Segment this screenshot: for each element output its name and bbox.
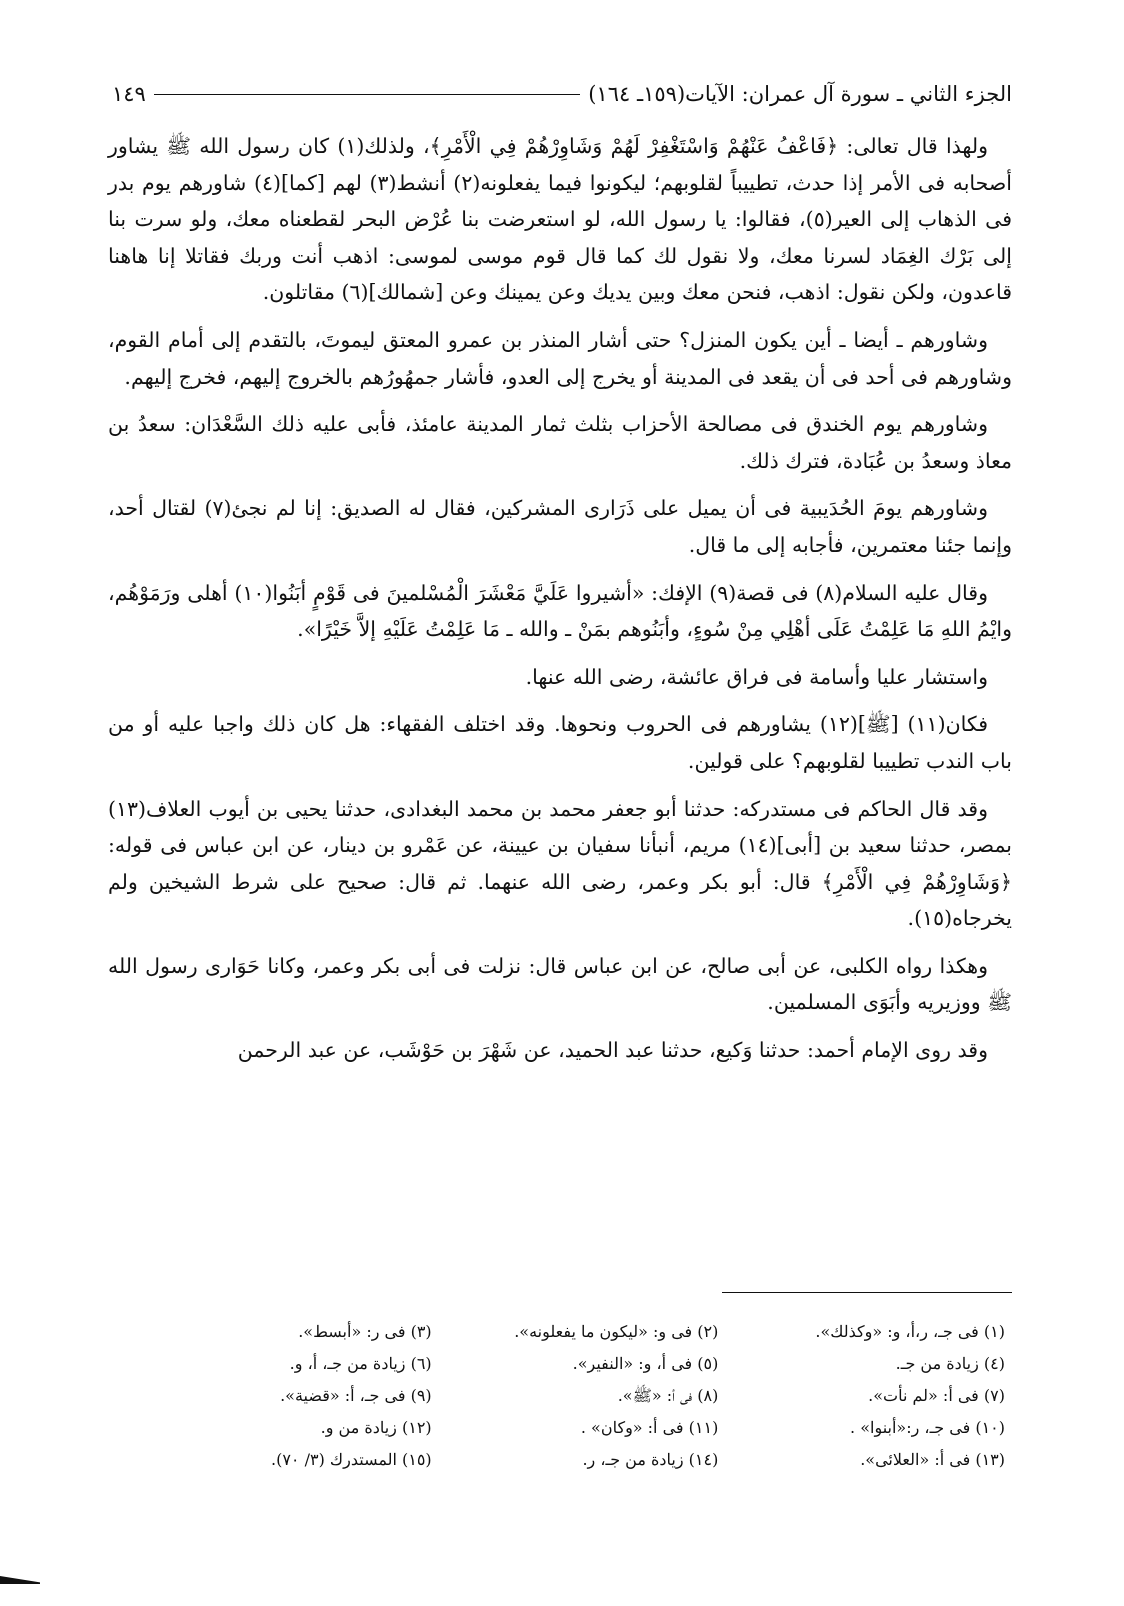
footnote-separator [722, 1292, 1012, 1293]
footnote: (١٣) فى أ: «العلائى». [860, 1450, 1005, 1469]
paragraph-1: ولهذا قال تعالى: ﴿فَاعْفُ عَنْهُمْ وَاسْتَغْفِرْ لَهُمْ وَشَاوِرْهُمْ فِي الْأَمْرِ﴾، ولذلك(١) كان رسول الله ﷺ يشاور أصحابه فى الأمر إذا حدث، تطييباً لقلوبهم؛ ليكونوا فيما يفعلونه(٢) أنشط(٣) لهم [كما](٤) شاورهم يوم بدر فى الذهاب إلى العير(٥)، فقالوا: يا رسول الله، لو استعرضت بنا عُرْض البحر لقطعناه معك، ولو سرت بنا إلى بَرْك الغِمَاد لسرنا معك، ولا نقول لك كما قال قوم موسى لموسى: اذهب أنت وربك فقاتلا إنا هاهنا قاعدون، ولكن نقول: اذهب، فنحن معك وبين يديك وعن يمينك وعن [شمالك](٦) مقاتلون. [108, 134, 1013, 305]
running-header [112, 74, 1012, 114]
footnote: (٩) فى جـ، أ: «قضية». [280, 1386, 432, 1405]
page-number: ١٤٩ [112, 82, 146, 106]
paragraph-3: وشاورهم يوم الخندق فى مصالحة الأحزاب بثلث ثمار المدينة عامئذ، فأبى عليه ذلك السَّعْدَان: سعدُ بن معاذ وسعدُ بن عُبَادة، فترك ذلك. [108, 412, 1012, 473]
footnote: (١) فى جـ، ر،أ، و: «وكذلك». [815, 1322, 1005, 1341]
scan-edge-mark [0, 1576, 40, 1584]
footnote: (٧) فى أ: «لم نأت». [868, 1386, 1005, 1405]
paragraph-8: وقد قال الحاكم فى مستدركه: حدثنا أبو جعفر محمد بن محمد البغدادى، حدثنا يحيى بن أيوب العلاف(١٣) بمصر، حدثنا سعيد بن [أبى](١٤) مريم، أنبأنا سفيان بن عيينة، عن عَمْرو بن دينار، عن ابن عباس فى قوله: ﴿وَشَاوِرْهُمْ فِي الْأَمْرِ﴾ قال: أبو بكر وعمر، رضى الله عنهما. ثم قال: صحيح على شرط الشيخين ولم يخرجاه(١٥). [108, 796, 1013, 931]
footnote: (١٤) زيادة من جـ، ر. [582, 1450, 719, 1469]
paragraph-9: وهكذا رواه الكلبى، عن أبى صالح، عن ابن عباس قال: نزلت فى أبى بكر وعمر، وكانا حَوَارى رسول الله ﷺ ووزيريه وأبَوَى المسلمين. [108, 953, 1012, 1015]
header-title: الجزء الثاني ـ سورة آل عمران: الآيات(١٥٩ـ ١٦٤) [588, 82, 1012, 106]
paragraph-6: واستشار عليا وأسامة فى فراق عائشة، رضى الله عنها. [525, 664, 988, 689]
footnote: (١٢) زيادة من و. [320, 1418, 432, 1437]
footnote: (١١) فى أ: «وكان» . [580, 1418, 719, 1437]
paragraph-2: وشاورهم ـ أيضا ـ أين يكون المنزل؟ حتى أشار المنذر بن عمرو المعتق ليموتَ، بالتقدم إلى أمام القوم، وشاورهم فى أحد فى أن يقعد فى المدينة أو يخرج إلى العدو، فأشار جمهُورُهم بالخروج إليهم، فخرج إليهم. [108, 327, 1012, 389]
footnote: (٦) زيادة من جـ، أ، و. [289, 1354, 432, 1373]
paragraph-7: فكان(١١) [ﷺ](١٢) يشاورهم فى الحروب ونحوها. وقد اختلف الفقهاء: هل كان ذلك واجبا عليه أو من باب الندب تطييبا لقلوبهم؟ على قولين. [108, 712, 1012, 773]
paragraph-5: وقال عليه السلام(٨) فى قصة(٩) الإفك: «أشيروا عَلَيَّ مَعْشَرَ الْمُسْلمينَ فى قَوْمٍ أبَنُوا(١٠) أهلى ورَمَوْهُم، وايْمُ اللهِ مَا عَلِمْتُ عَلَى أهْلِي مِنْ سُوءٍ، وأبَنُوهم بمَنْ ـ والله ـ مَا عَلِمْتُ عَلَيْهِ إلاَّ خَيْرًا». [108, 580, 1012, 642]
footnote: (٣) فى ر: «أبسط». [298, 1322, 432, 1341]
paragraph-4: وشاورهم يومَ الحُدَيبية فى أن يميل على ذَرَارى المشركين، فقال له الصديق: إنا لم نجئ(٧) لقتال أحد، وإنما جئنا معتمرين، فأجابه إلى ما قال. [108, 496, 1012, 557]
footnote: (٤) زيادة من جـ. [895, 1354, 1005, 1373]
footnotes [145, 1320, 1005, 1472]
footnote: (٥) فى أ، و: «النفير». [572, 1354, 719, 1373]
header-rule [154, 94, 580, 95]
paragraph-10: وقد روى الإمام أحمد: حدثنا وَكيع، حدثنا عبد الحميد، عن شَهْرَ بن حَوْشَب، عن عبد الرحمن [237, 1038, 988, 1063]
footnote: (٨) فى أ: «ﷺ». [617, 1386, 719, 1405]
footnote: (١٥) المستدرك (٣/ ٧٠). [271, 1450, 432, 1469]
main-text [108, 128, 1012, 1080]
footnote: (١٠) فى جـ، ر:«أبنوا» . [850, 1418, 1005, 1437]
footnote: (٢) فى و: «ليكون ما يفعلونه». [514, 1322, 719, 1341]
